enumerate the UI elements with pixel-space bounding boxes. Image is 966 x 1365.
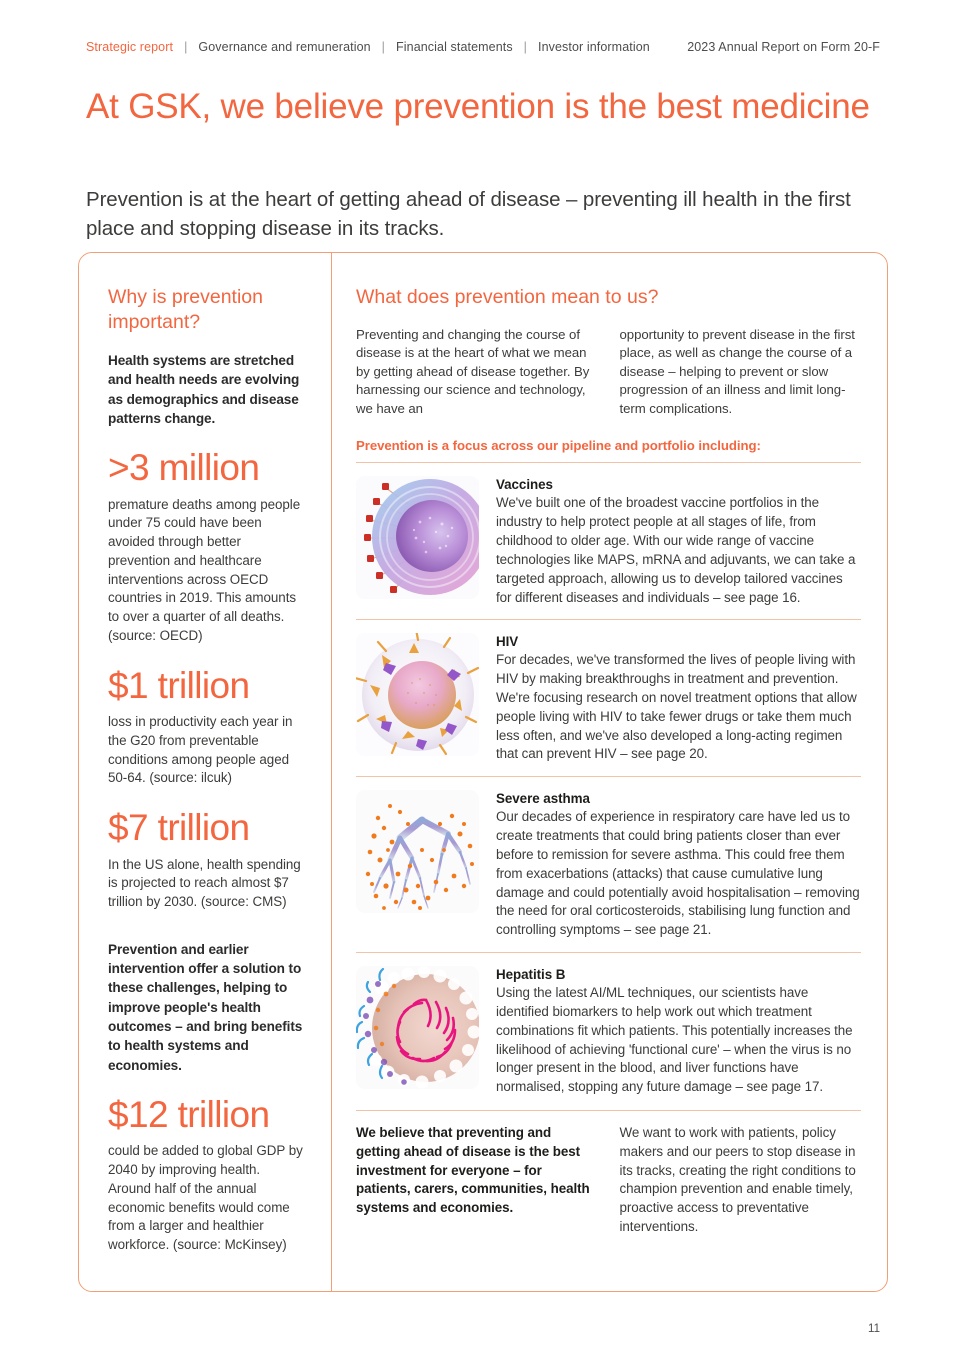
closing-bold-text: We believe that preventing and getting ahead of disease is the best investment for everyone – for patients, carers, communities, health systems and economies. <box>356 1125 590 1216</box>
section-nav <box>86 40 650 54</box>
nav-separator: | <box>381 40 386 54</box>
entry-text-vaccines: We've built one of the broadest vaccine portfolios in the industry to help protect people at all stages of life, from childhood to older age. With our wide range of vaccine technologies like MAPS, mRNA and adjuvants, we can take a targeted approach, allowing us to develop tailored vaccines for different diseases and individuals – see page 16. <box>496 495 856 605</box>
list-item <box>356 952 861 1109</box>
stat-value-3: $7 trillion <box>108 807 250 849</box>
left-column-heading: Why is prevention important? <box>108 286 263 333</box>
entry-text-severe-asthma: Our decades of experience in respiratory care have led us to create treatments that could bring patients closer than ever before to remission for severe asthma. This could free them from exacerbations (attacks) that cause cumulative lung damage and could potentially avoid hospitalisation – removing the need for oral corticosteroids, stabilising lung function and controlling symptoms – see page 21. <box>496 809 860 938</box>
list-item <box>356 619 861 776</box>
entry-body <box>496 790 861 940</box>
page-title: At GSK, we believe prevention is the best medicine <box>86 87 870 126</box>
entry-title-hepatitis-b: Hepatitis B <box>496 967 566 983</box>
list-item <box>356 463 861 619</box>
entry-body <box>496 966 861 1097</box>
nav-item-strategic-report[interactable]: Strategic report <box>86 40 174 54</box>
report-label: 2023 Annual Report on Form 20-F <box>687 40 880 54</box>
intro-paragraph-left: Preventing and changing the course of disease is at the heart of what we mean by getting ahead of disease together. By harnessing our science and technology, we have an <box>356 326 590 416</box>
left-column-lead: Health systems are stretched and health needs are evolving as demographics and disease patterns change. <box>108 352 300 426</box>
stat-value-4: $12 trillion <box>108 1093 270 1135</box>
nav-separator: | <box>523 40 528 54</box>
list-item <box>356 776 861 952</box>
stat-value-1: >3 million <box>108 447 260 489</box>
right-column <box>332 253 887 1291</box>
entry-title-vaccines: Vaccines <box>496 477 553 493</box>
nav-item-financial-statements[interactable]: Financial statements <box>396 40 513 54</box>
stat-text-4: could be added to global GDP by 2040 by improving health. Around half of the annual economic benefits would come from a larger and healthier workforce. (source: McKinsey) <box>108 1143 303 1253</box>
intro-paragraph-right: opportunity to prevent disease in the first place, as well as change the course of a disease – helping to prevent or slow progression of an illness and limit long-term complications. <box>619 326 855 416</box>
closing-text: We want to work with patients, policy makers and our peers to stop disease in its tracks, creating the right conditions to champion prevention and enable timely, proactive access to preventative interventions. <box>619 1125 856 1234</box>
focus-statement: Prevention is a focus across our pipeline and portfolio including: <box>356 438 761 454</box>
entry-body <box>496 476 861 607</box>
left-column <box>79 253 332 1291</box>
content-panel <box>78 252 888 1292</box>
entry-text-hepatitis-b: Using the latest AI/ML techniques, our scientists have identified biomarkers to help work out which treatment combinations fit which patients. This potentially increases the likelihood of achieving 'functional cure' – when the virus is no longer present in the blood, and liver functions have normalised, stopping any future damage – see page 17. <box>496 985 853 1095</box>
nav-separator: | <box>184 40 188 54</box>
entry-title-hiv: HIV <box>496 634 519 650</box>
hepatitis-b-cell-illustration <box>356 966 479 1089</box>
page-number: 11 <box>868 1323 880 1335</box>
closing-statement <box>356 1110 861 1237</box>
entry-text-hiv: For decades, we've transformed the lives of people living with HIV by making breakthroughs in treatment and prevention. We're focusing research on novel treatment options that allow people living with HIV to take fewer drugs or take them much less often, and we've also developed a long-acting regimen that can prevent HIV – see page 20. <box>496 652 857 762</box>
stat-text-3: In the US alone, health spending is projected to reach almost $7 trillion by 2030. (source: CMS) <box>108 856 301 910</box>
stat-text-1: premature deaths among people under 75 could have been avoided through better prevention and healthcare interventions across OECD countries in 2019. This amounts to over a quarter of all deaths. (source: OECD) <box>108 496 301 643</box>
stat-text-2: loss in productivity each year in the G20 from preventable conditions among people aged 50-64. (source: ilcuk) <box>108 714 293 786</box>
intro-paragraphs <box>356 326 861 418</box>
right-column-heading: What does prevention mean to us? <box>356 286 659 308</box>
bronchial-tree-illustration <box>356 790 479 913</box>
vaccine-virus-illustration <box>356 476 479 599</box>
page-header <box>86 40 880 54</box>
nav-item-governance-and-remuneration[interactable]: Governance and remuneration <box>198 40 371 54</box>
hiv-virion-illustration <box>356 633 479 756</box>
entry-body <box>496 633 861 764</box>
stat-value-2: $1 trillion <box>108 664 250 706</box>
nav-item-investor-information[interactable]: Investor information <box>538 40 650 54</box>
page-subtitle: Prevention is at the heart of getting ahead of disease – preventing ill health in the first place and stopping disease in its tracks. <box>86 188 851 241</box>
entry-title-severe-asthma: Severe asthma <box>496 791 590 807</box>
left-column-mid-statement: Prevention and earlier intervention offer a solution to these challenges, helping to improve people's health outcomes – and bring benefits to health systems and economies. <box>108 941 303 1073</box>
